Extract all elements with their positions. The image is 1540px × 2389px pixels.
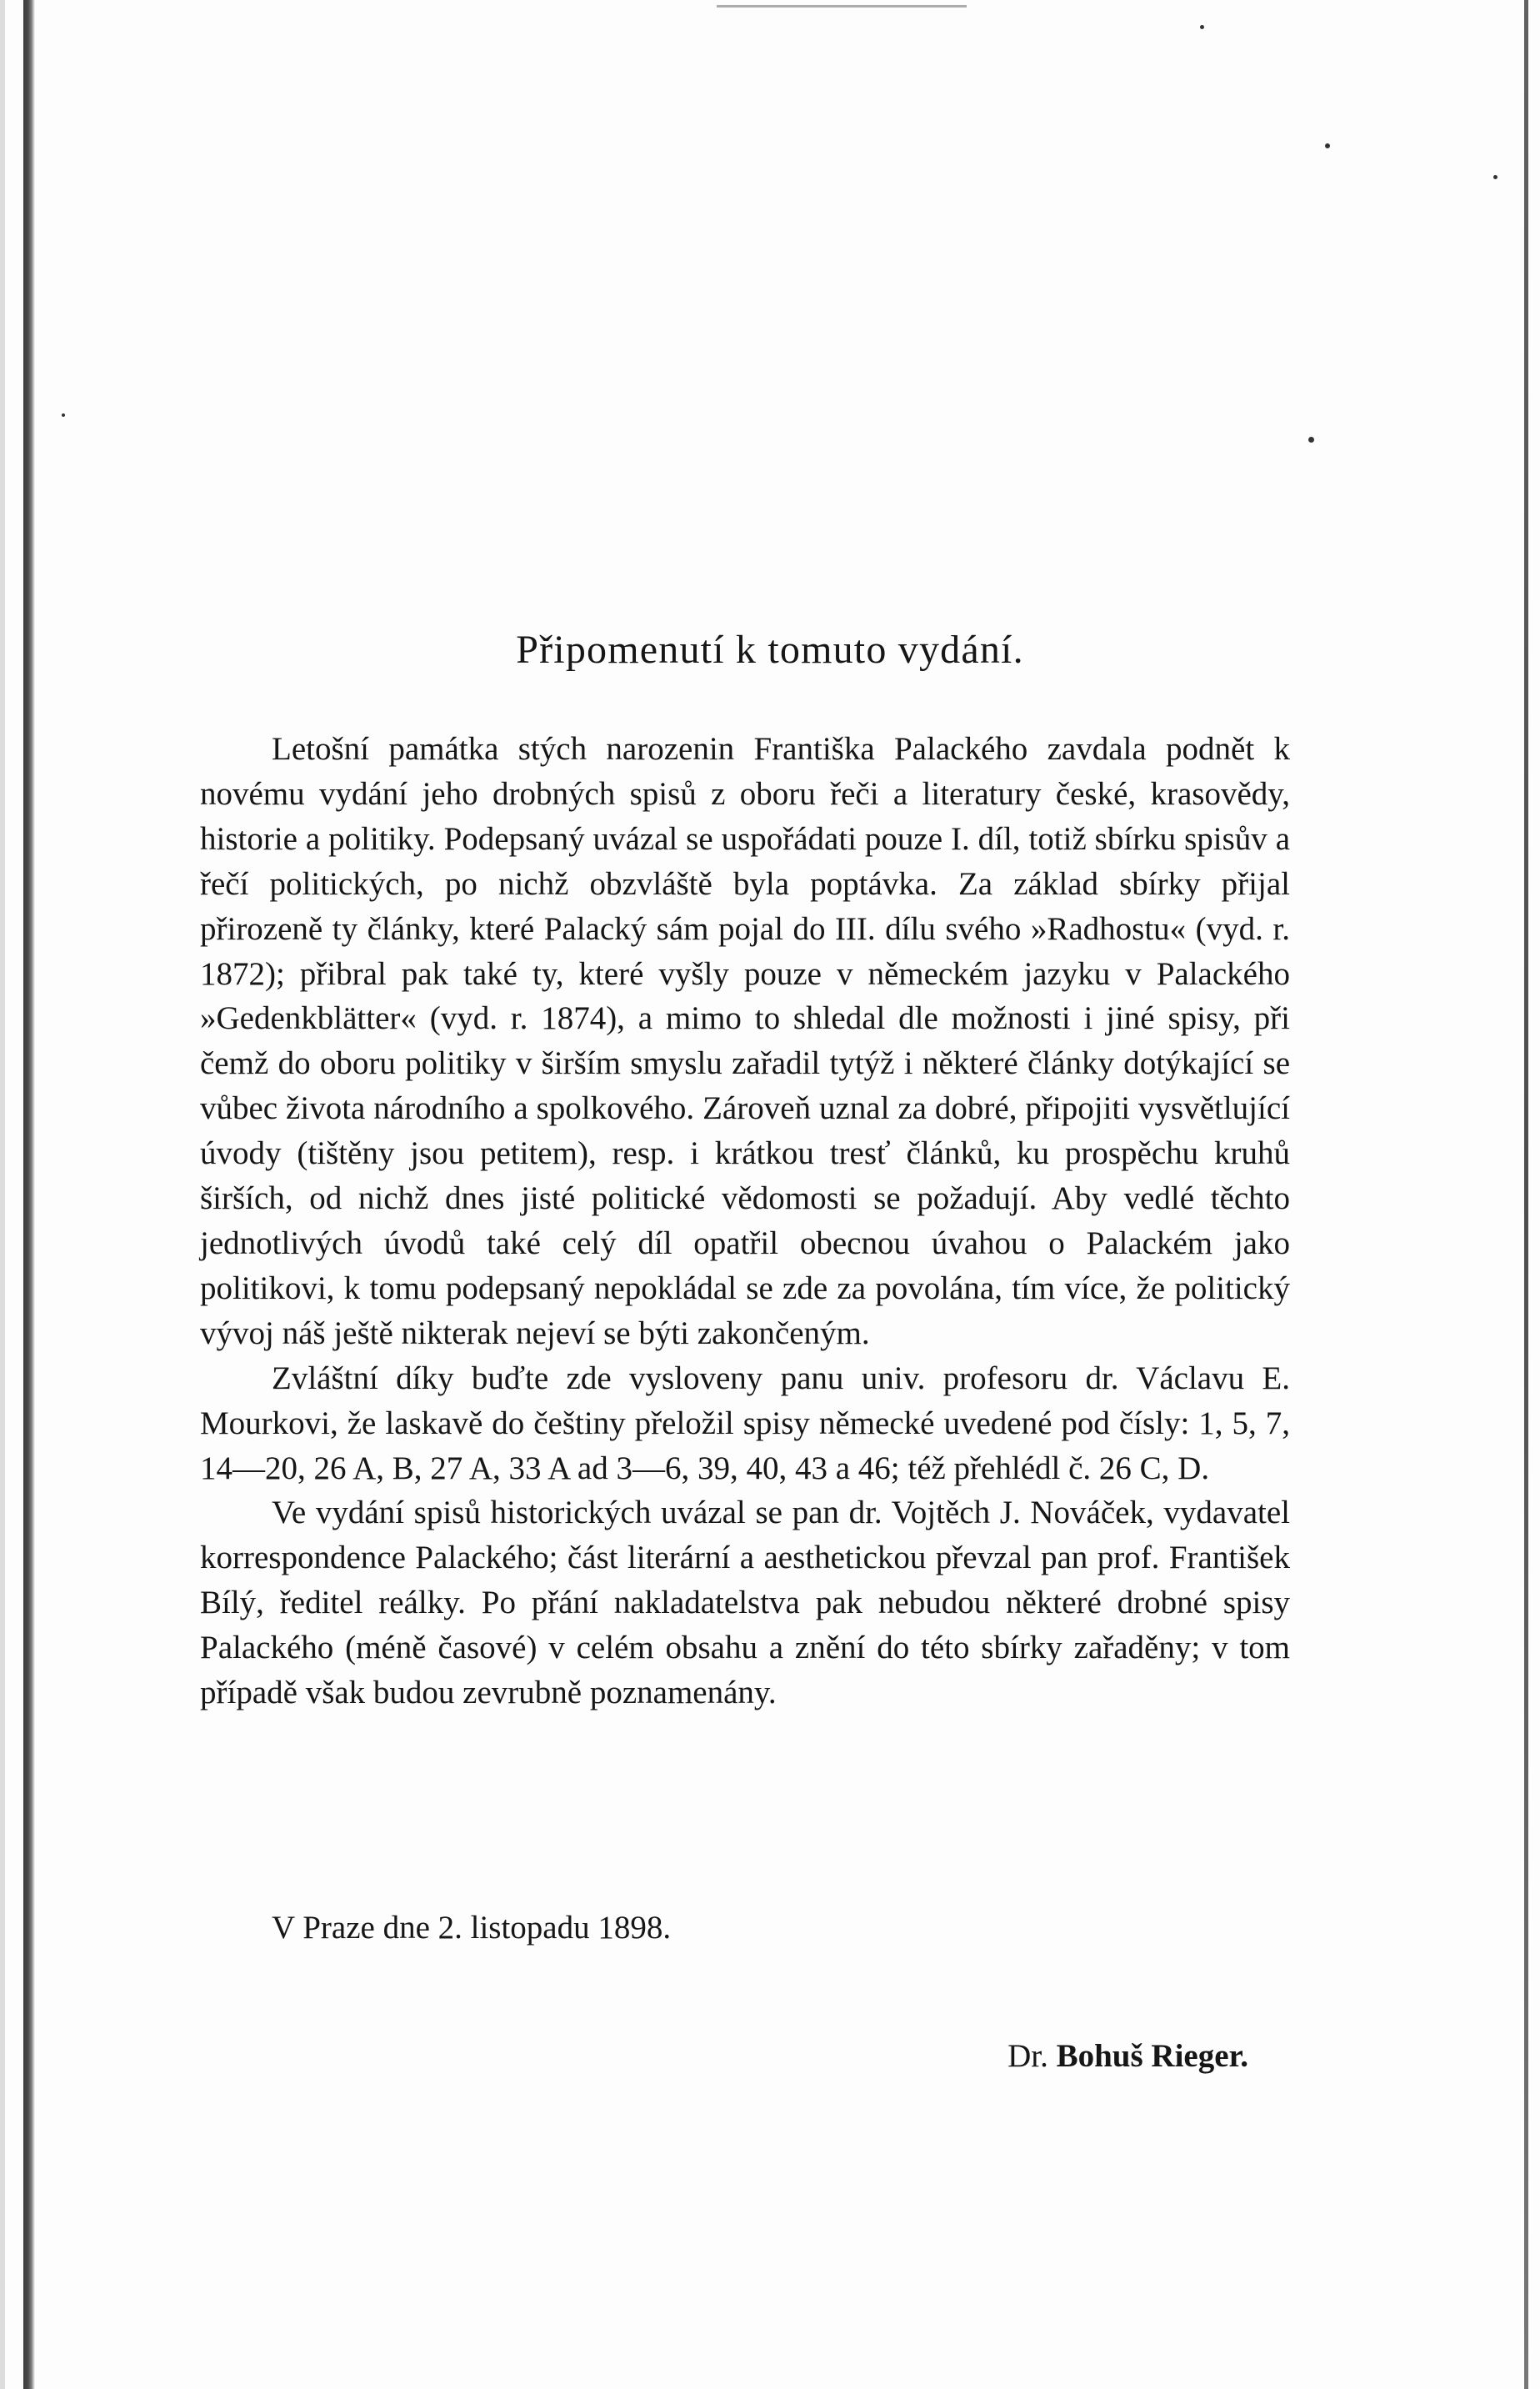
signature-prefix: Dr. [1008, 2038, 1048, 2074]
page-title: Připomenutí k tomuto vydání. [516, 628, 1024, 672]
paragraph: Zvláštní díky buďte zde vysloveny panu univ. profesoru dr. Václavu E. Mourkovi, že laskavě do češtiny přeložil spisy německé uvedené pod čísly: 1, 5, 7, 14—20, 26 A, B, 27 A, 33 A ad 3—6, 39, 40, 43 a 46; též přehlédl č. 26 C, D. [200, 1360, 1290, 1486]
page-edge-left-light [0, 0, 5, 2389]
paragraph: Ve vydání spisů historických uvázal se pan dr. Vojtěch J. Nováček, vydavatel korrespondence Palackého; část literární a aesthetickou převzal pan prof. František Bílý, ředitel reálky. Po přání nakladatelstva pak nebudou některé drobné spisy Palackého (méně časové) v celém obsahu a znění do této sbírky zařaděny; v tom případě však budou zevrubně poznamenány. [200, 1495, 1290, 1711]
paragraph: Letošní památka stých narozenin Františka Palackého zavdala podnět k novému vydání jeho drobných spisů z oboru řeči a literatury české, krasovědy, historie a politiky. Podepsaný uvázal se uspořádati pouze I. díl, totiž sbírku spisův a řečí politických, po nichž obzvláště byla poptávka. Za základ sbírky přijal přirozeně ty články, které Palacký sám pojal do III. dílu svého »Radhostu« (vyd. r. 1872); přibral pak také ty, které vyšly pouze v německém jazyku v Palackého »Gedenkblätter« (vyd. r. 1874), a mimo to shledal dle možnosti i jiné spisy, při čemž do oboru politiky v širším smyslu zařadil tytýž i některé články dotýkající se vůbec života národního a spolkového. Zároveň uznal za dobré, připojiti vysvětlující úvody (tištěny jsou petitem), resp. i krátkou tresť článků, ku prospěchu kruhů širších, od nichž dnes jisté politické vědomosti se požadují. Aby vedlé těchto jednotlivých úvodů také celý díl opatřil obecnou úvahou o Palackém jako politikovi, k tomu podepsaný nepokládal se zde za povolána, tím více, že politický vývoj náš ještě nikterak nejeví se býti zakončeným. [200, 731, 1290, 1351]
speck-mark [1325, 143, 1330, 148]
body-text [200, 727, 1290, 1715]
signature [1008, 2037, 1248, 2075]
top-edge-mark [717, 5, 967, 8]
speck-mark [62, 413, 65, 417]
place-date: V Praze dne 2. listopadu 1898. [272, 1910, 672, 1946]
signature-name: Bohuš Rieger. [1056, 2038, 1248, 2074]
speck-mark [1308, 437, 1314, 443]
page-edge-right-shadow [1524, 0, 1528, 2389]
speck-mark [1493, 175, 1498, 179]
page-edge-left-shadow [23, 0, 35, 2389]
speck-mark [1200, 25, 1204, 29]
